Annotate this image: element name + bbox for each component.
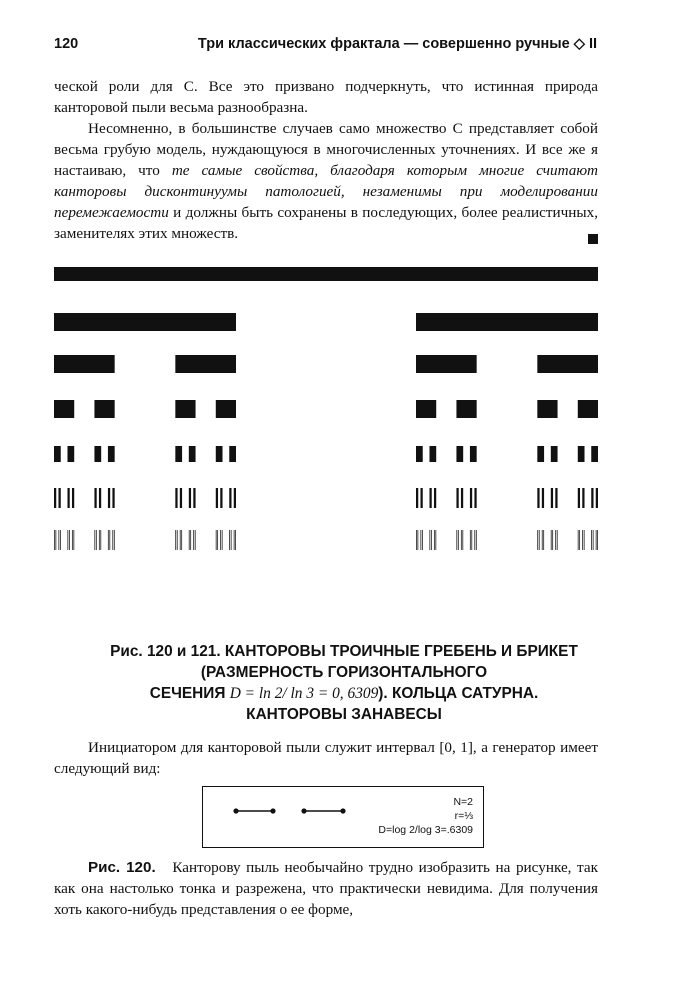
caption-line-3-suffix: ). КОЛЬЦА САТУРНА. [378,685,539,702]
paragraph-3-text: Канторову пыль необычайно трудно изобразить на рисунке, так как она настолько тонка и разрежена, что практически невидима. Для получения хоть какого-нибудь представления о ее форме, [54,859,598,918]
cantor-brick-level-5-bar [537,488,539,508]
caption-formula: D = ln 2/ ln 3 = 0, 6309 [229,685,379,702]
cantor-brick-level-6-bar [596,530,597,550]
cantor-brick-level-4-bar [578,446,585,462]
cantor-brick-level-6-bar [557,530,558,550]
cantor-brick-level-5-bar [416,488,418,508]
generator-endpoint [233,808,238,813]
cantor-comb-level-6-bar [96,530,97,550]
cantor-comb-level-6-bar [195,530,196,550]
generator-r: r=⅓ [454,810,473,822]
cantor-brick-level-6-bar [474,530,475,550]
cantor-comb-level-4-bar [189,446,196,462]
cantor-comb-level-3-bar [216,400,236,418]
cantor-brick-level-5-bar [434,488,436,508]
cantor-brick-level-4-bar [537,446,544,462]
cantor-comb-level-6-bar [229,530,230,550]
cantor-comb-level-4-bar [108,446,115,462]
cantor-comb-level-3-bar [94,400,114,418]
cantor-brick-level-6-bar [542,530,543,550]
cantor-brick-level-6-bar [462,530,463,550]
cantor-comb-level-6-bar [108,530,109,550]
cantor-brick-level-6-bar [434,530,435,550]
paragraph-3-block [54,857,598,920]
cantor-comb-level-3-bar [175,400,195,418]
cantor-comb-level-5-bar [175,488,177,508]
cantor-brick-level-4-bar [591,446,598,462]
cantor-comb-level-4-bar [67,446,74,462]
page-number: 120 [54,36,79,52]
caption-line-3 [54,683,634,704]
cantor-brick-level-6-bar [543,530,544,550]
cantor-comb-level-6-bar [54,530,55,550]
cantor-comb-level-5-bar [180,488,182,508]
caption-line-4: КАНТОРОВЫ ЗАНАВЕСЫ [246,706,442,723]
cantor-comb-level-6-bar [181,530,182,550]
cantor-comb-level-6-bar [220,530,221,550]
caption-line-1: Рис. 120 и 121. КАНТОРОВЫ ТРОИЧНЫЕ ГРЕБЕНЬ И БРИКЕТ [110,643,578,660]
cantor-comb-level-5-bar [220,488,222,508]
cantor-brick-level-3-bar [456,400,476,418]
cantor-comb-level-3-bar [54,400,74,418]
cantor-comb-level-5-bar [72,488,74,508]
cantor-brick-level-4-bar [470,446,477,462]
cantor-brick-level-6-bar [471,530,472,550]
cantor-comb-level-5-bar [99,488,101,508]
cantor-brick-level-6-bar [578,530,579,550]
cantor-brick-level-6-bar [422,530,423,550]
cantor-brick-level-5-bar [420,488,422,508]
cantor-brick-level-6-bar [555,530,556,550]
cantor-brick-level-3-bar [578,400,598,418]
cantor-comb-level-6-bar [72,530,73,550]
cantor-brick-level-5-bar [429,488,431,508]
end-of-proof-mark [588,234,598,244]
cantor-comb-level-5-bar [54,488,56,508]
cantor-comb-level-6-bar [114,530,115,550]
cantor-brick-level-6-bar [593,530,594,550]
cantor-brick-level-4-bar [429,446,436,462]
cantor-comb-level-6-bar [234,530,235,550]
paragraph-2-end: и должны быть сохранены в последующих, более реалистичных, заменителях этих множеств. [54,204,598,242]
paragraph-2 [54,118,598,244]
cantor-comb-level-1-bar [54,313,236,331]
cantor-brick-level-2-bar [416,355,477,373]
cantor-brick-level-5-bar [555,488,557,508]
caption-line-3-prefix: СЕЧЕНИЯ [149,685,230,702]
cantor-comb-level-6-bar [94,530,95,550]
cantor-comb-level-6-bar [180,530,181,550]
cantor-brick-level-6-bar [584,530,585,550]
cantor-comb-level-5-bar [67,488,69,508]
cantor-comb-level-4-bar [229,446,236,462]
cantor-brick-level-4-bar [416,446,423,462]
generator-d: D=log 2/log 3=.6309 [378,824,473,836]
cantor-comb-level-2-bar [175,355,236,373]
cantor-brick-level-6-bar [476,530,477,550]
cantor-comb-level-5-bar [216,488,218,508]
cantor-brick-level-6-bar [431,530,432,550]
paragraph-3 [54,857,598,920]
cantor-brick-level-4-bar [551,446,558,462]
cantor-comb-level-5-bar [58,488,60,508]
cantor-brick-level-5-bar [596,488,598,508]
cantor-brick-level-3-bar [416,400,436,418]
paragraph-continuation [54,76,598,118]
cantor-comb-level-5-bar [229,488,231,508]
running-title: Три классических фрактала — совершенно ручные ◇ II [197,36,597,52]
cantor-comb-level-4-bar [94,446,101,462]
cantor-brick-level-6-bar [597,530,598,550]
cantor-brick-level-5-bar [582,488,584,508]
cantor-comb-level-6-bar [112,530,113,550]
cantor-brick-level-6-bar [416,530,417,550]
cantor-brick-level-6-bar [579,530,580,550]
cantor-brick-level-6-bar [582,530,583,550]
caption-line-2: (РАЗМЕРНОСТЬ ГОРИЗОНТАЛЬНОГО [200,664,488,681]
generator-endpoint [270,808,275,813]
cantor-comb-level-5-bar [94,488,96,508]
cantor-comb-level-6-bar [235,530,236,550]
intro-block [54,737,598,779]
cantor-brick-level-3-bar [537,400,557,418]
cantor-comb-level-6-bar [60,530,61,550]
cantor-comb-level-6-bar [190,530,191,550]
generator-endpoint [301,808,306,813]
cantor-brick-level-5-bar [456,488,458,508]
cantor-brick-level-6-bar [591,530,592,550]
cantor-brick-level-6-bar [458,530,459,550]
generator-endpoint [340,808,345,813]
cantor-comb-level-6-bar [231,530,232,550]
cantor-comb-level-6-bar [73,530,74,550]
cantor-comb-level-5-bar [193,488,195,508]
cantor-comb-level-5-bar [112,488,114,508]
cantor-comb-level-5-bar [108,488,110,508]
cantor-brick-level-6-bar [551,530,552,550]
cantor-comb-level-6-bar [217,530,218,550]
cantor-comb-level-6-bar [69,530,70,550]
cantor-comb-level-6-bar [189,530,190,550]
cantor-comb-level-6-bar [99,530,100,550]
cantor-brick-level-6-bar [461,530,462,550]
cantor-comb-level-5-bar [189,488,191,508]
cantor-brick-level-5-bar [591,488,593,508]
cantor-comb-level-6-bar [100,530,101,550]
cantor-figure [0,260,687,600]
cantor-brick-level-6-bar [435,530,436,550]
cantor-brick-level-6-bar [552,530,553,550]
generator-box [202,786,484,848]
cantor-brick-level-5-bar [461,488,463,508]
cantor-comb-level-6-bar [216,530,217,550]
cantor-level-0-bar [54,267,598,281]
cantor-brick-level-6-bar [429,530,430,550]
cantor-brick-level-6-bar [456,530,457,550]
paragraph-2-block [54,118,598,244]
cantor-comb-level-4-bar [54,446,61,462]
cantor-brick-level-5-bar [578,488,580,508]
cantor-brick-level-6-bar [537,530,538,550]
figure-reference: Рис. 120. [88,859,156,876]
cantor-brick-level-4-bar [456,446,463,462]
cantor-comb-level-6-bar [55,530,56,550]
cantor-comb-level-6-bar [109,530,110,550]
cantor-brick-level-6-bar [420,530,421,550]
paragraph-2-start: Несомненно, в большинстве случаев само множество C представляет собой весьма грубую модель, нуждающуюся в многочисленных уточнениях. И все же я настаиваю, что [54,120,598,179]
figure-caption [54,641,634,725]
cantor-comb-level-6-bar [175,530,176,550]
cantor-comb-level-5-bar [234,488,236,508]
generator-parameters [378,795,473,837]
cantor-brick-level-5-bar [470,488,472,508]
intro-paragraph: Инициатором для канторовой пыли служит интервал [0, 1], а генератор имеет следующий вид: [54,739,598,777]
cantor-brick-level-6-bar [417,530,418,550]
cantor-brick-level-6-bar [539,530,540,550]
cantor-comb-level-4-bar [216,446,223,462]
generator-n: N=2 [453,796,473,808]
cantor-comb-level-6-bar [177,530,178,550]
cantor-brick-level-6-bar [470,530,471,550]
cantor-brick-level-5-bar [551,488,553,508]
cantor-comb-level-6-bar [222,530,223,550]
paragraph-2-emphasis: те самые свойства, благодаря которым многие считают канторовы дисконтинуумы патологией, незаменимы при моделировании перемежаемости [54,162,599,221]
cantor-brick-level-5-bar [474,488,476,508]
cantor-comb-level-6-bar [67,530,68,550]
cantor-comb-level-4-bar [175,446,182,462]
cantor-brick-level-5-bar [542,488,544,508]
cantor-comb-level-6-bar [193,530,194,550]
cantor-brick-level-2-bar [537,355,598,373]
paragraph-1: ческой роли для C. Все это призвано подчеркнуть, что истинная природа канторовой пыли весьма разнообразна. [54,78,598,116]
cantor-comb-level-6-bar [58,530,59,550]
cantor-comb-level-2-bar [54,355,115,373]
cantor-brick-level-1-bar [416,313,598,331]
